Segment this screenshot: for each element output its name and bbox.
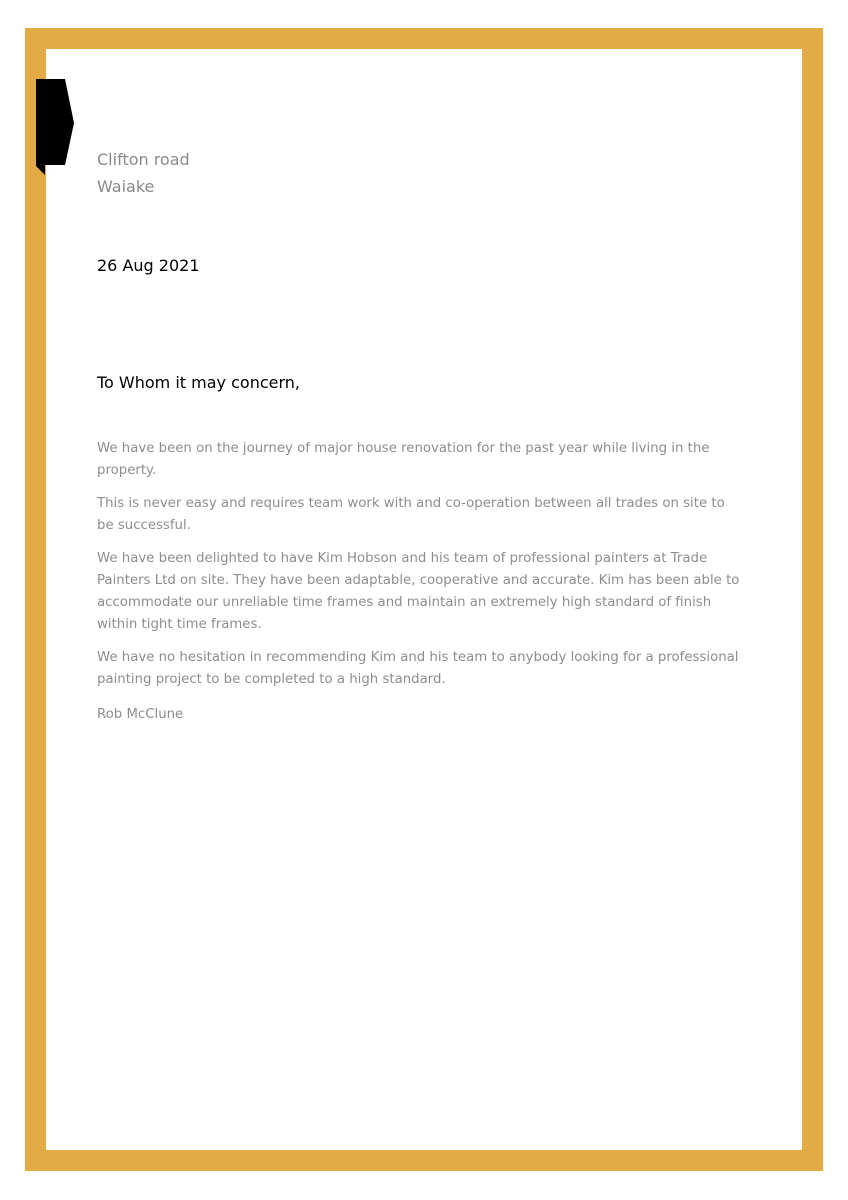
paragraph: We have been on the journey of major house renovation for the past year while living in the property.: [97, 441, 710, 478]
paragraph: This is never easy and requires team work with and co-operation between all trades on site to be successful.: [97, 496, 725, 533]
paragraph: We have no hesitation in recommending Kim and his team to anybody looking for a professional painting project to be completed to a high standard.: [97, 650, 739, 687]
paragraph: We have been delighted to have Kim Hobson and his team of professional painters at Trade Painters Ltd on site. They have been adaptable, cooperative and accurate. Kim has been able to accommodate our unreliable time frames and maintain an extremely high standard of finish within tight time frames.: [97, 551, 740, 632]
salutation: To Whom it may concern,: [97, 373, 300, 392]
letter-body: [97, 438, 745, 702]
address-line-suburb: Waiake: [97, 177, 155, 196]
signature-name: Rob McClune: [97, 707, 184, 722]
bookmark-tab-icon: [36, 79, 74, 175]
address-line-street: Clifton road: [97, 150, 190, 169]
letter-date: 26 Aug 2021: [97, 256, 200, 275]
